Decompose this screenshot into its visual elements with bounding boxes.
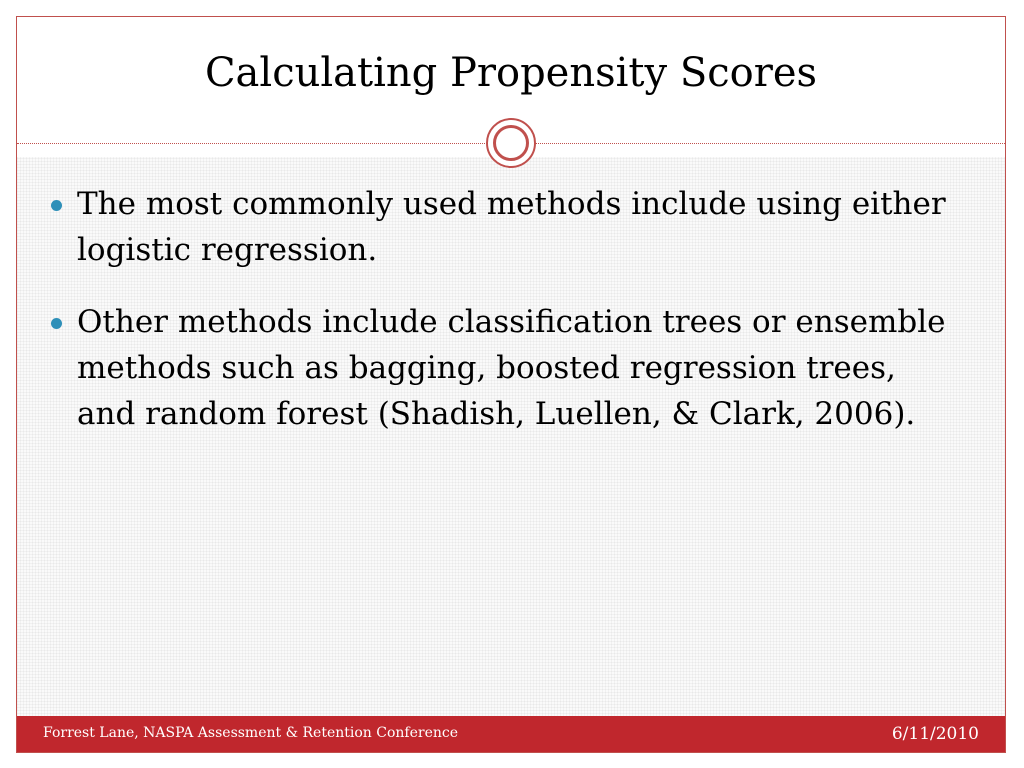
slide-title: Calculating Propensity Scores: [204, 50, 818, 96]
bullet-item: [47, 299, 947, 437]
slide: [16, 16, 1006, 753]
ring-ornament-icon: [486, 118, 536, 168]
footer-bar: [17, 716, 1005, 752]
ring-inner: [493, 125, 529, 161]
bullet-item: [47, 181, 947, 273]
footer-date: 6/11/2010: [891, 724, 979, 744]
bullet-dot-icon: [51, 318, 62, 329]
bullet-list: [47, 181, 947, 463]
bullet-text: Other methods include classification trees or ensemble methods such as bagging, boosted regression trees, and random forest (Shadish, Luellen, & Clark, 2006).: [77, 304, 946, 432]
bullet-dot-icon: [51, 200, 62, 211]
footer-presenter-text: Forrest Lane, NASPA Assessment & Retention Conference: [43, 725, 458, 741]
bullet-text: The most commonly used methods include using either logistic regression.: [77, 186, 946, 268]
